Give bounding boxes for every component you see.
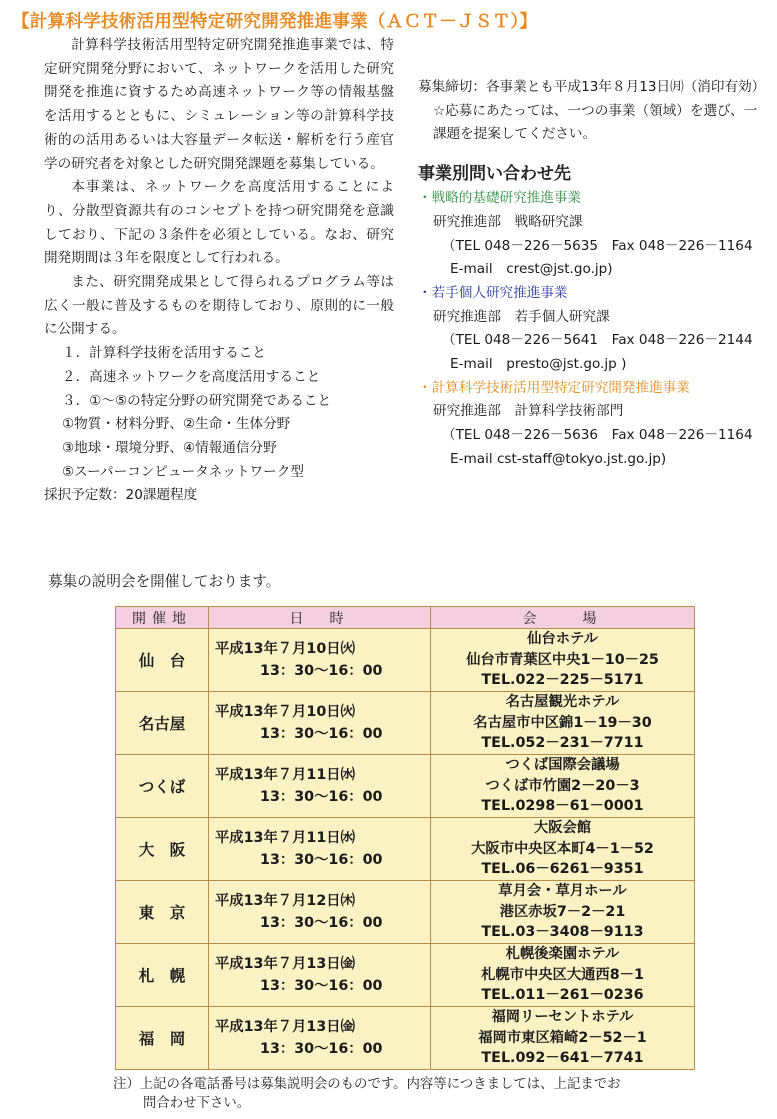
venue-address: 大阪市中央区本町4－1－52 <box>471 840 654 857</box>
contact-block-act-jst <box>418 377 763 472</box>
session-time: 13：30～16：00 <box>260 726 383 742</box>
contact-email[interactable]: E-mail presto@jst.go.jp ) <box>450 356 627 373</box>
session-date: 平成13年７月13日㈮ <box>215 1019 355 1035</box>
venue-name: 札幌後楽園ホテル <box>505 946 620 963</box>
session-time: 13：30～16：00 <box>260 978 383 994</box>
venue-name: 名古屋観光ホテル <box>505 694 620 711</box>
contact-block-crest <box>418 187 763 282</box>
footnote <box>113 1075 713 1113</box>
table-row <box>116 881 695 944</box>
contact-email[interactable]: E-mail cst-staff@tokyo.jst.go.jp) <box>450 450 667 467</box>
condition-item: １．計算科学技術を活用すること <box>62 345 266 362</box>
contact-dept: 研究推進部 若手個人研究課 <box>433 308 610 325</box>
venue-tel: TEL.052－231－7711 <box>481 735 644 752</box>
field-item: ③地球・環境分野、④情報通信分野 <box>62 439 277 456</box>
session-datetime <box>209 818 431 881</box>
session-table <box>115 606 695 1070</box>
program-name: ・計算科学技術活用型特定研究開発推進事業 <box>418 379 690 396</box>
contact-email[interactable]: E-mail crest@jst.go.jp) <box>450 261 613 278</box>
session-date: 平成13年７月11日㈬ <box>215 767 355 783</box>
session-date: 平成13年７月12日㈭ <box>215 893 355 909</box>
contact-dept: 研究推進部 計算科学技術部門 <box>433 403 624 420</box>
venue-address: 福岡市東区箱崎2－52－1 <box>478 1029 647 1046</box>
session-venue <box>431 755 695 818</box>
field-item: ①物質・材料分野、②生命・生体分野 <box>62 416 291 433</box>
session-time: 13：30～16：00 <box>260 1041 383 1057</box>
program-description <box>44 34 394 508</box>
session-venue <box>431 1007 695 1070</box>
session-date: 平成13年７月10日㈫ <box>215 704 355 720</box>
intro-paragraph-2: 本事業は、ネットワークを高度活用することにより、分散型資源共有のコンセプトを持つ研究開発を意識しており、下記の３条件を必須としている。なお、研究開発期間は３年を限度として行われる。 <box>44 179 394 267</box>
table-header-row <box>116 607 695 629</box>
page-title: 【計算科学技術活用型特定研究開発推進事業（ＡＣＴ－ＪＳＴ）】 <box>12 12 538 32</box>
session-time: 13：30～16：00 <box>260 663 383 679</box>
intro-paragraph-1: 計算科学技術活用型特定研究開発推進事業では、特定研究開発分野において、ネットワークを活用した研究開発を推進に資するため高速ネットワーク等の情報基盤を活用するとともに、シミュレーション等の計算科学技術的の活用あるいは大容量データ転送・解析を行う産官学の研究者を対象とした研究開発課題を募集している。 <box>44 37 394 172</box>
table-row <box>116 692 695 755</box>
venue-address: 札幌市中央区大通西8－1 <box>481 966 644 983</box>
session-datetime <box>209 755 431 818</box>
condition-item: ３．①～⑤の特定分野の研究開発であること <box>62 392 332 409</box>
table-row <box>116 818 695 881</box>
venue-name: つくば国際会議場 <box>505 757 620 774</box>
session-city: 札 幌 <box>116 944 209 1007</box>
contact-phone: （TEL 048－226－5636 Fax 048－226－1164 <box>442 427 753 444</box>
session-venue <box>431 881 695 944</box>
session-city: 名古屋 <box>116 692 209 755</box>
contacts-heading: 事業別問い合わせ先 <box>418 164 571 185</box>
session-venue <box>431 692 695 755</box>
venue-tel: TEL.011－261－0236 <box>481 987 644 1004</box>
session-date: 平成13年７月13日㈮ <box>215 956 355 972</box>
session-datetime <box>209 944 431 1007</box>
table-row <box>116 944 695 1007</box>
session-city: つくば <box>116 755 209 818</box>
deadline <box>418 76 766 100</box>
program-name: ・若手個人研究推進事業 <box>418 284 568 301</box>
deadline-label: 募集締切： <box>418 79 486 95</box>
venue-name: 草月会・草月ホール <box>498 883 627 900</box>
session-city: 大 阪 <box>116 818 209 881</box>
condition-item: ２．高速ネットワークを高度活用すること <box>62 368 321 385</box>
table-row <box>116 1007 695 1070</box>
session-time: 13：30～16：00 <box>260 852 383 868</box>
session-city: 東 京 <box>116 881 209 944</box>
footnote-line: 注）上記の各電話番号は募集説明会のものです。内容等につきましては、上記までお <box>113 1077 621 1092</box>
venue-address: 名古屋市中区錦1－19－30 <box>473 714 652 731</box>
header-datetime: 日 時 <box>209 607 431 629</box>
table-row <box>116 755 695 818</box>
venue-tel: TEL.0298－61－0001 <box>481 798 644 815</box>
contact-dept: 研究推進部 戦略研究課 <box>433 213 583 230</box>
venue-address: 仙台市青葉区中央1－10－25 <box>466 651 659 668</box>
application-info <box>418 76 766 472</box>
venue-name: 大阪会館 <box>533 820 592 837</box>
session-intro: 募集の説明会を開催しております。 <box>48 573 281 590</box>
application-note: ☆応募にあたっては、一つの事業（領域）を選び、一課題を提案してください。 <box>433 102 758 143</box>
contact-block-presto <box>418 282 763 377</box>
venue-name: 福岡リーセントホテル <box>491 1009 634 1026</box>
session-venue <box>431 944 695 1007</box>
session-time: 13：30～16：00 <box>260 789 383 805</box>
conditions-list <box>44 342 394 484</box>
contact-phone: （TEL 048－226－5641 Fax 048－226－2144 <box>442 332 753 349</box>
session-date: 平成13年７月10日㈫ <box>215 641 355 657</box>
venue-address: つくば市竹園2－20－3 <box>485 777 640 794</box>
session-date: 平成13年７月11日㈬ <box>215 830 355 846</box>
venue-tel: TEL.022－225－5171 <box>481 672 644 689</box>
contact-phone: （TEL 048－226－5635 Fax 048－226－1164 <box>442 237 753 254</box>
deadline-value: 各事業とも平成13年８月13日㈪（消印有効） <box>485 79 766 95</box>
field-item: ⑤スーパーコンピュータネットワーク型 <box>62 463 304 480</box>
session-datetime <box>209 881 431 944</box>
table-row <box>116 629 695 692</box>
venue-name: 仙台ホテル <box>527 631 598 648</box>
venue-tel: TEL.092－641－7741 <box>481 1050 644 1067</box>
session-datetime <box>209 1007 431 1070</box>
program-name: ・戦略的基礎研究推進事業 <box>418 190 582 207</box>
session-datetime <box>209 629 431 692</box>
header-venue: 会 場 <box>431 607 695 629</box>
footnote-line: 問合わせ下さい。 <box>143 1096 251 1111</box>
session-venue <box>431 818 695 881</box>
header-venue-city: 開催地 <box>116 607 209 629</box>
venue-address: 港区赤坂7－2－21 <box>499 903 626 920</box>
session-datetime <box>209 692 431 755</box>
venue-tel: TEL.03－3408－9113 <box>481 924 644 941</box>
session-venue <box>431 629 695 692</box>
intro-paragraph-3: また、研究開発成果として得られるプログラム等は広く一般に普及するものを期待しており、原則的に一般に公開する。 <box>44 274 394 338</box>
session-time: 13：30～16：00 <box>260 915 383 931</box>
venue-tel: TEL.06－6261－9351 <box>481 861 644 878</box>
session-city: 仙 台 <box>116 629 209 692</box>
session-city: 福 岡 <box>116 1007 209 1070</box>
planned-count: 採択予定数：20課題程度 <box>44 487 198 504</box>
